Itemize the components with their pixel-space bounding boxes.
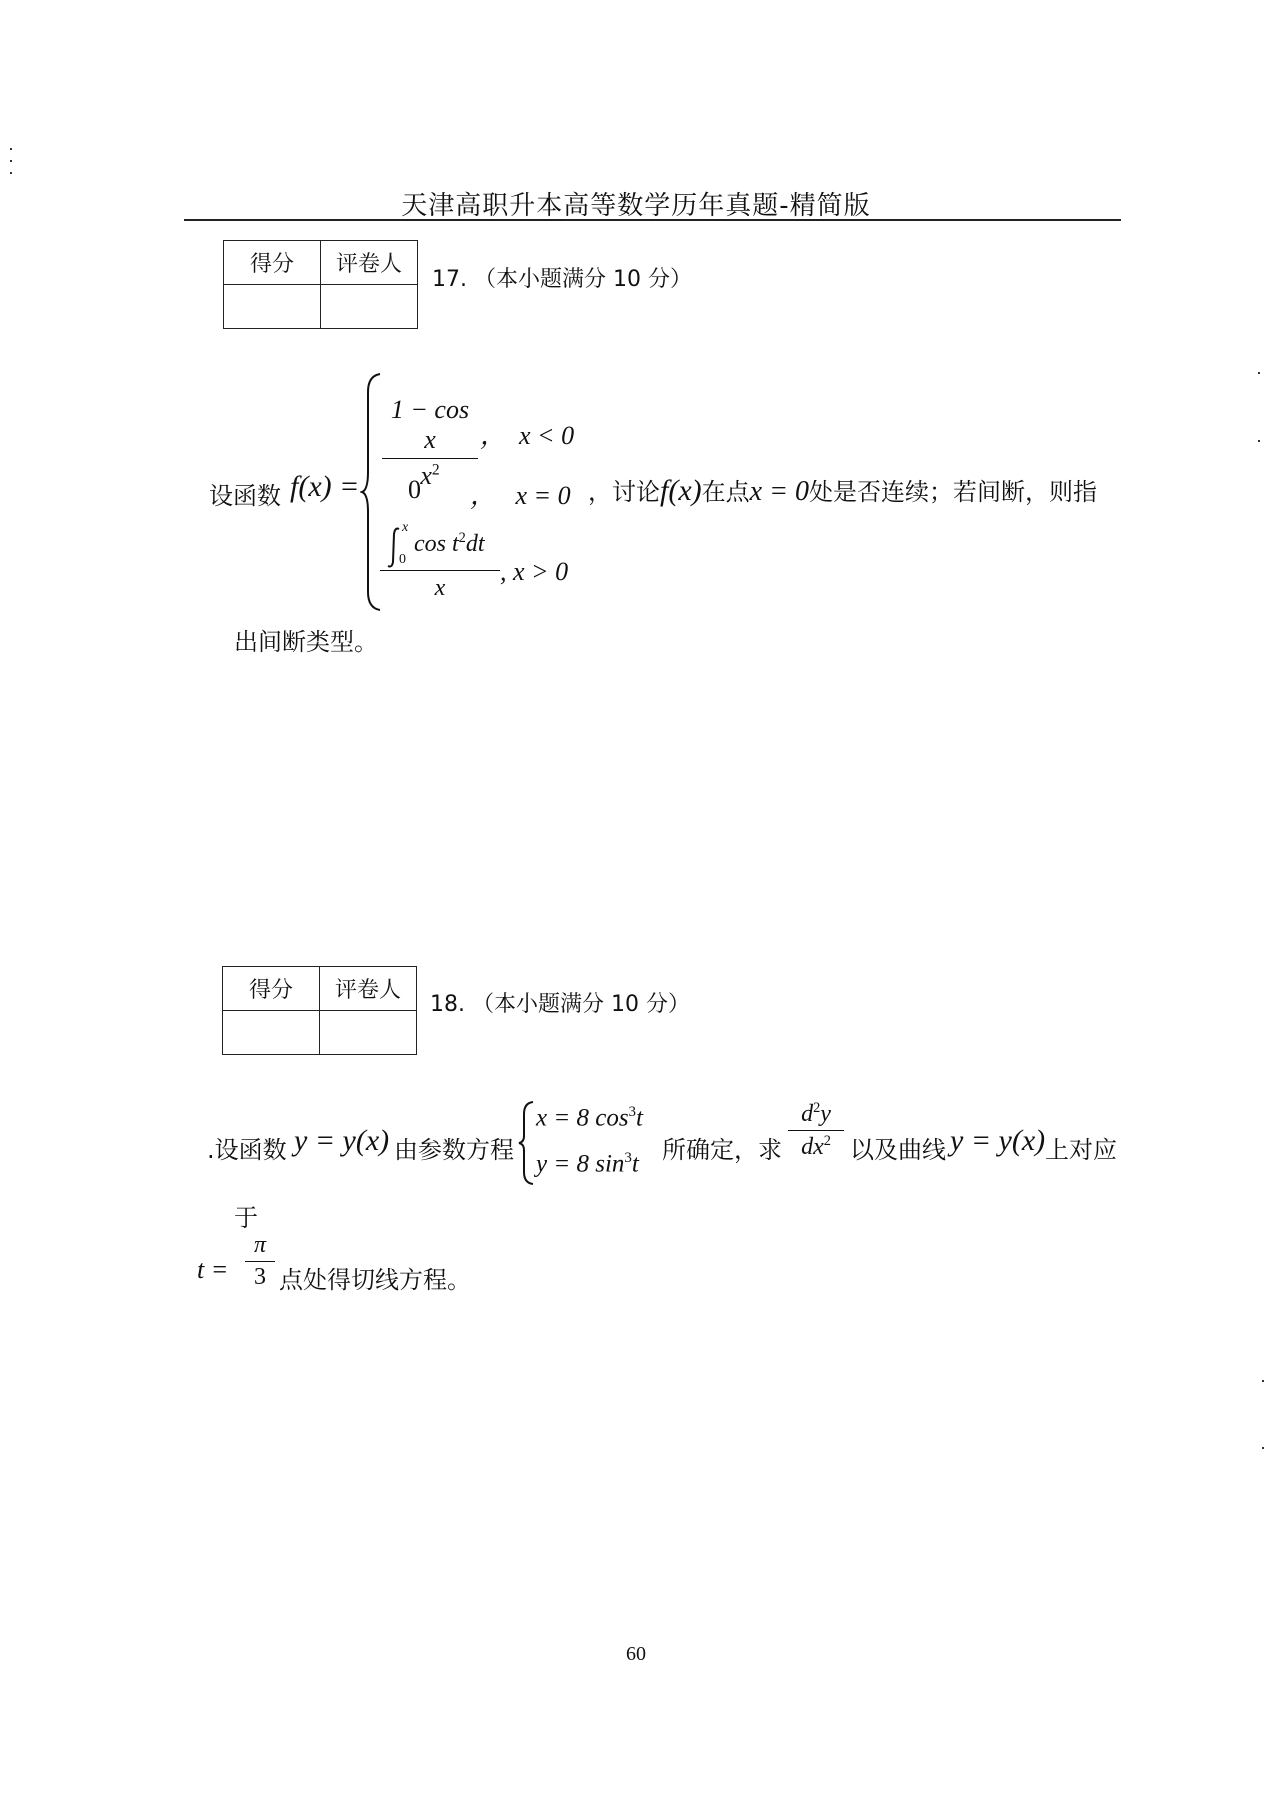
q18-left-brace [518,1100,536,1186]
grader-cell[interactable] [320,1011,417,1055]
q18-deriv-den-exp: 2 [823,1133,831,1149]
q17-case3-cond: , x > 0 [500,557,569,586]
q18-text-line3: 点处得切线方程。 [279,1266,471,1294]
q17-case1-den-exp: 2 [431,461,440,479]
scan-dot [10,172,12,174]
q18-text5: 上对应 [1045,1136,1117,1164]
q18-text-line2: 于 [234,1204,258,1232]
q18-derivative [788,1100,844,1161]
q17-func2: f(x) [660,474,702,507]
q18-deriv-num: d [801,1101,814,1127]
scan-dot [10,148,12,150]
q17-intro: 设函数 [209,482,281,510]
q18-title: 18. （本小题满分 10 分） [430,992,690,1017]
q18-t-lhs: t = [197,1255,229,1284]
page-number: 60 [626,1643,646,1665]
q17-case1-cond: ， x < 0 [480,421,575,450]
grader-label: 评卷人 [321,241,418,285]
q17-int-lower: 0 [399,552,406,567]
q18-eq2-exp: 3 [624,1150,632,1166]
q17-text-after2: 在点 [701,478,750,506]
q17-case3-num: cos t [414,531,459,557]
q18-eq1-exp: 3 [628,1104,637,1120]
q17-title: 17. （本小题满分 10 分） [432,267,692,292]
q17-case2-cond: ， x = 0 [470,481,571,510]
q18-deriv-num-tail: y [820,1101,831,1127]
q17-case1-num: 1 − cos x [390,395,470,454]
q17-text-after3: 处是否连续；若间断，则指 [808,478,1097,506]
q18-text2: 由参数方程 [394,1136,514,1164]
score-label: 得分 [223,967,320,1011]
score-table-q18 [222,966,417,1055]
q17-case2-val: 0 [408,475,421,504]
q17-case3-num-exp: 2 [458,530,466,546]
q17-case1-den: x [420,461,432,490]
grader-cell[interactable] [321,285,418,329]
q18-eq2 [536,1150,639,1178]
q18-intro: .设函数 [207,1136,287,1164]
page-header-title: 天津高职升本高等数学历年真题-精简版 [401,191,871,221]
q18-eq1 [536,1104,643,1132]
q17-case1-fraction [382,395,478,491]
header-rule [184,219,1121,221]
q17-text-line2: 出间断类型。 [234,628,378,656]
q18-t-fraction [245,1232,275,1291]
q17-trailing-text [588,472,1097,508]
q17-point: x = 0 [749,476,809,507]
score-cell[interactable] [224,285,321,329]
grader-label: 评卷人 [320,967,417,1011]
score-table-q17 [223,240,418,329]
scan-dot [1262,1447,1264,1449]
q18-t-den: 3 [245,1261,275,1291]
q18-eq2-tail: t [631,1150,639,1178]
q17-case3-den: x [380,570,500,602]
score-label: 得分 [224,241,321,285]
q17-case3-fraction [380,522,500,602]
q17-func: f(x) = [290,470,360,503]
scan-dot [10,160,12,162]
q17-int-upper: x [402,520,409,535]
q17-text-after: ，讨论 [588,478,660,506]
q18-t-num: π [253,1232,267,1258]
q18-deriv-den: dx [801,1134,824,1160]
q18-eq1-lhs: x = 8 cos [536,1104,629,1132]
scan-dot [1258,372,1260,374]
q17-case3-num-tail: dt [465,531,485,557]
q18-text4: 以及曲线 [850,1136,946,1164]
scan-dot [1258,440,1260,442]
q18-text3: 所确定，求 [662,1136,782,1164]
score-cell[interactable] [223,1011,320,1055]
q18-deriv-num-exp: 2 [813,1100,821,1116]
q18-func: y = y(x) [294,1124,390,1157]
q18-curve: y = y(x) [950,1124,1046,1157]
scan-dot [1262,1380,1264,1382]
q18-eq1-tail: t [636,1104,643,1132]
q18-eq2-lhs: y = 8 sin [536,1150,625,1178]
